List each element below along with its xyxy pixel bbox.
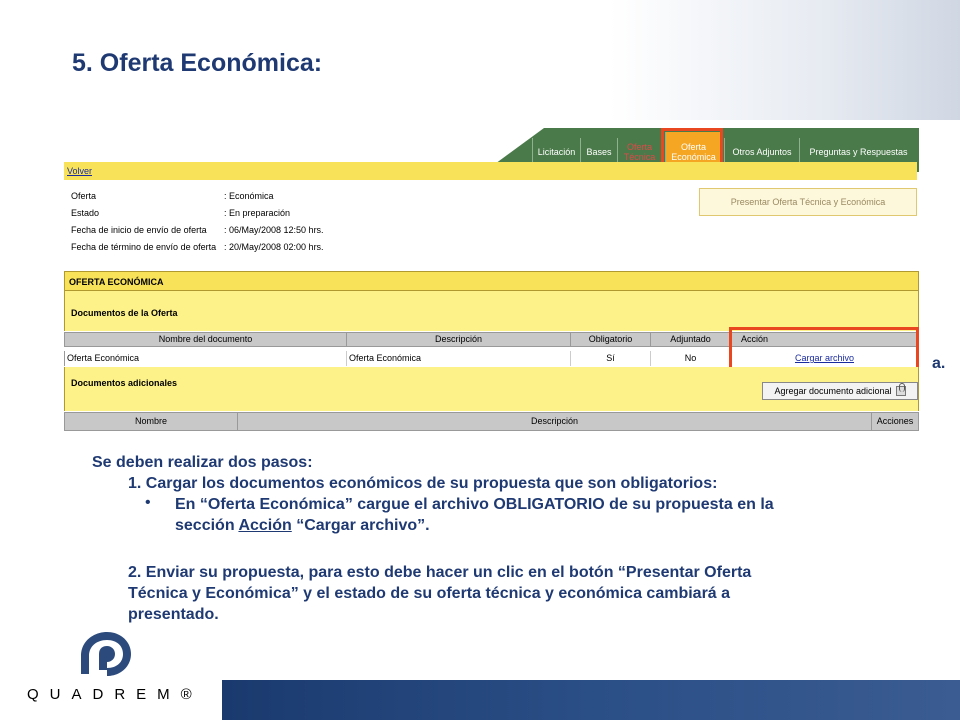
col-descripcion: Descripción	[347, 333, 571, 346]
footer-bar	[222, 680, 960, 720]
info-value-termino: : 20/May/2008 02:00 hrs.	[224, 242, 324, 252]
tab-bases[interactable]: Bases	[580, 138, 617, 166]
docs-section-title: Documentos de la Oferta	[71, 308, 178, 318]
present-offer-button[interactable]: Presentar Oferta Técnica y Económica	[699, 188, 917, 216]
cell-description: Oferta Económica	[349, 351, 571, 366]
col-descripcion-adicional: Descripción	[238, 413, 872, 430]
info-label-oferta: Oferta	[71, 191, 97, 201]
add-document-label: Agregar documento adicional	[774, 386, 892, 396]
info-value-estado: : En preparación	[224, 208, 291, 218]
instructions-bullet-line2	[175, 515, 430, 536]
col-nombre: Nombre	[65, 413, 238, 430]
col-nombre-documento: Nombre del documento	[65, 333, 347, 346]
attach-icon	[896, 386, 906, 396]
instructions-step2-line2: Técnica y Económica” y el estado de su oferta técnica y económica cambiará a	[128, 585, 731, 602]
action-highlight-box	[729, 327, 919, 370]
tab-licitacion[interactable]: Licitación	[532, 138, 580, 166]
instructions-step2-line1: 2. Enviar su propuesta, para esto debe hacer un clic en el botón “Presentar Oferta	[128, 564, 752, 581]
step-marker: a.	[932, 355, 946, 372]
panel-title: OFERTA ECONÓMICA	[69, 277, 164, 287]
corner-shade	[610, 0, 960, 120]
col-acciones: Acciones	[876, 416, 914, 426]
info-label-termino: Fecha de término de envío de oferta	[71, 242, 217, 252]
tab-oferta-tecnica[interactable]: Oferta Técnica	[617, 138, 661, 166]
bullet-line2-pre: sección	[175, 517, 239, 534]
volver-bar	[64, 162, 917, 180]
quadrem-logo-icon	[75, 630, 135, 678]
volver-link[interactable]: Volver	[67, 166, 93, 176]
extra-docs-title: Documentos adicionales	[71, 378, 178, 388]
tab-oferta-economica[interactable]: Oferta Económica	[665, 132, 721, 172]
info-label-estado: Estado	[71, 208, 100, 218]
bullet-line2-accion: Acción	[238, 517, 292, 534]
instructions-intro: Se deben realizar dos pasos:	[92, 454, 313, 471]
instructions-step1: 1. Cargar los documentos económicos de su propuesta que son obligatorios:	[128, 475, 718, 492]
extra-table-header	[64, 412, 919, 431]
instructions-bullet-line1: En “Oferta Económica” cargue el archivo OBLIGATORIO de su propuesta en la	[175, 496, 774, 513]
cell-attached: No	[651, 351, 731, 366]
info-label-inicio: Fecha de inicio de envío de oferta	[71, 225, 207, 235]
cell-name: Oferta Económica	[67, 351, 347, 366]
docs-section	[64, 291, 919, 331]
upload-file-link[interactable]: Cargar archivo	[794, 353, 855, 363]
cell-mandatory: Sí	[571, 351, 651, 366]
panel-header	[64, 271, 919, 291]
app-screenshot	[64, 120, 919, 432]
bullet-line2-post: “Cargar archivo”.	[291, 517, 430, 534]
bullet-icon: •	[145, 494, 151, 511]
instructions-step2-line3: presentado.	[128, 606, 219, 623]
tab-preguntas-respuestas[interactable]: Preguntas y Respuestas	[799, 138, 917, 166]
add-document-button[interactable]	[762, 382, 918, 400]
col-adjuntado: Adjuntado	[651, 333, 731, 346]
col-obligatorio: Obligatorio	[571, 333, 651, 346]
slide-title: 5. Oferta Económica:	[72, 49, 323, 77]
tab-otros-adjuntos[interactable]: Otros Adjuntos	[724, 138, 799, 166]
info-value-inicio: : 06/May/2008 12:50 hrs.	[224, 225, 324, 235]
col-accion: Acción	[741, 334, 769, 344]
quadrem-logo-text: QUADREM®	[27, 686, 203, 703]
info-value-oferta: : Económica	[224, 191, 274, 201]
